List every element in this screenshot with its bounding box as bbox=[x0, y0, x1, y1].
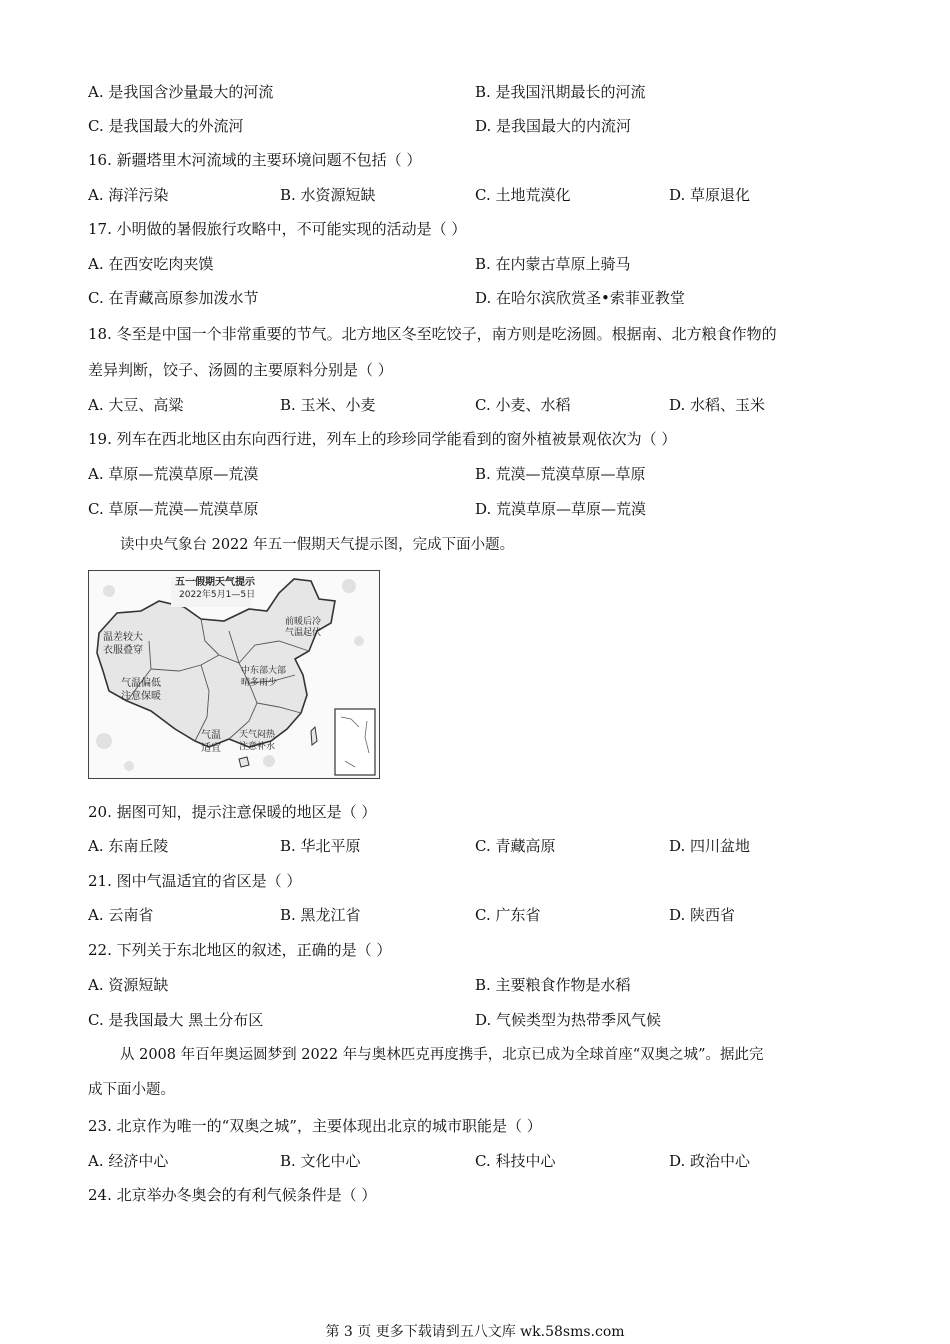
q18-option-c: C. 小麦、水稻 bbox=[475, 396, 571, 414]
q17-option-b: B. 在内蒙古草原上骑马 bbox=[475, 255, 631, 273]
q23-option-d: D. 政治中心 bbox=[669, 1152, 751, 1170]
q18-stem-line2: 差异判断，饺子、汤圆的主要原料分别是（ ） bbox=[88, 361, 393, 379]
page-footer: 第 3 页 更多下载请到五八文库 wk.58sms.com bbox=[325, 1324, 625, 1340]
q19-option-a: A. 草原—荒漠草原—荒漠 bbox=[88, 465, 259, 483]
map-label-central: 中东部大部 晴多雨少 bbox=[241, 666, 287, 688]
q20-option-a: A. 东南丘陵 bbox=[88, 837, 169, 855]
map-label-northeast: 前暖后冷 气温起伏 bbox=[285, 617, 322, 638]
q22-option-c: C. 是我国最大 黑土分布区 bbox=[88, 1011, 264, 1029]
q18-option-a: A. 大豆、高粱 bbox=[88, 396, 184, 414]
q15-option-d: D. 是我国最大的内流河 bbox=[475, 117, 632, 135]
q20-option-b: B. 华北平原 bbox=[280, 837, 361, 855]
q24-stem: 24. 北京举办冬奥会的有利气候条件是（ ） bbox=[88, 1186, 377, 1204]
q20-option-d: D. 四川盆地 bbox=[669, 837, 751, 855]
q16-stem: 16. 新疆塔里木河流域的主要环境问题不包括（ ） bbox=[88, 151, 422, 169]
map-label-southwest: 气温 适宜 bbox=[201, 730, 221, 754]
map-title: 五一假期天气提示 bbox=[175, 577, 255, 588]
q17-option-a: A. 在西安吃肉夹馍 bbox=[88, 255, 214, 273]
q16-option-d: D. 草原退化 bbox=[669, 186, 751, 204]
q17-option-d: D. 在哈尔滨欣赏圣•索菲亚教堂 bbox=[475, 289, 685, 307]
q20-option-c: C. 青藏高原 bbox=[475, 837, 556, 855]
q17-option-c: C. 在青藏高原参加泼水节 bbox=[88, 289, 259, 307]
q21-option-d: D. 陕西省 bbox=[669, 906, 736, 924]
q22-option-d: D. 气候类型为热带季风气候 bbox=[475, 1011, 662, 1029]
q20-stem: 20. 据图可知，提示注意保暖的地区是（ ） bbox=[88, 803, 377, 821]
olympic-intro-line2: 成下面小题。 bbox=[88, 1082, 175, 1098]
weather-intro: 读中央气象台 2022 年五一假期天气提示图，完成下面小题。 bbox=[120, 537, 515, 553]
q22-option-b: B. 主要粮食作物是水稻 bbox=[475, 976, 631, 994]
map-date: 2022年5月1—5日 bbox=[179, 590, 256, 600]
map-label-tibet: 气温偏低 注意保暖 bbox=[121, 678, 161, 702]
q19-stem: 19. 列车在西北地区由东向西行进，列车上的珍珍同学能看到的窗外植被景观依次为（ ） bbox=[88, 430, 677, 448]
q21-option-b: B. 黑龙江省 bbox=[280, 906, 361, 924]
q23-option-a: A. 经济中心 bbox=[88, 1152, 169, 1170]
weather-map-figure bbox=[88, 570, 380, 779]
q15-option-c: C. 是我国最大的外流河 bbox=[88, 117, 244, 135]
olympic-intro-line1: 从 2008 年百年奥运圆梦到 2022 年与奥林匹克再度携手，北京已成为全球首座“双奥之城”。据此完 bbox=[120, 1047, 764, 1063]
map-label-south: 天气闷热 注意补水 bbox=[239, 730, 276, 752]
q15-option-b: B. 是我国汛期最长的河流 bbox=[475, 83, 646, 101]
q16-option-b: B. 水资源短缺 bbox=[280, 186, 376, 204]
q19-option-c: C. 草原—荒漠—荒漠草原 bbox=[88, 500, 259, 518]
map-label-northwest: 温差较大 衣服叠穿 bbox=[103, 632, 143, 656]
q23-option-c: C. 科技中心 bbox=[475, 1152, 556, 1170]
q21-stem: 21. 图中气温适宜的省区是（ ） bbox=[88, 872, 302, 890]
q19-option-b: B. 荒漠—荒漠草原—草原 bbox=[475, 465, 646, 483]
q17-stem: 17. 小明做的暑假旅行攻略中，不可能实现的活动是（ ） bbox=[88, 220, 467, 238]
q21-option-a: A. 云南省 bbox=[88, 906, 154, 924]
q19-option-d: D. 荒漠草原—草原—荒漠 bbox=[475, 500, 647, 518]
q23-option-b: B. 文化中心 bbox=[280, 1152, 361, 1170]
q18-option-d: D. 水稻、玉米 bbox=[669, 396, 766, 414]
q22-stem: 22. 下列关于东北地区的叙述，正确的是（ ） bbox=[88, 941, 392, 959]
q23-stem: 23. 北京作为唯一的“双奥之城”，主要体现出北京的城市职能是（ ） bbox=[88, 1117, 542, 1135]
q16-option-c: C. 土地荒漠化 bbox=[475, 186, 571, 204]
q22-option-a: A. 资源短缺 bbox=[88, 976, 169, 994]
q21-option-c: C. 广东省 bbox=[475, 906, 541, 924]
q18-stem-line1: 18. 冬至是中国一个非常重要的节气。北方地区冬至吃饺子，南方则是吃汤圆。根据南、北方粮食作物的 bbox=[88, 325, 777, 343]
q15-option-a: A. 是我国含沙量最大的河流 bbox=[88, 83, 274, 101]
q16-option-a: A. 海洋污染 bbox=[88, 186, 169, 204]
q18-option-b: B. 玉米、小麦 bbox=[280, 396, 376, 414]
south-china-sea-inset bbox=[335, 709, 375, 775]
